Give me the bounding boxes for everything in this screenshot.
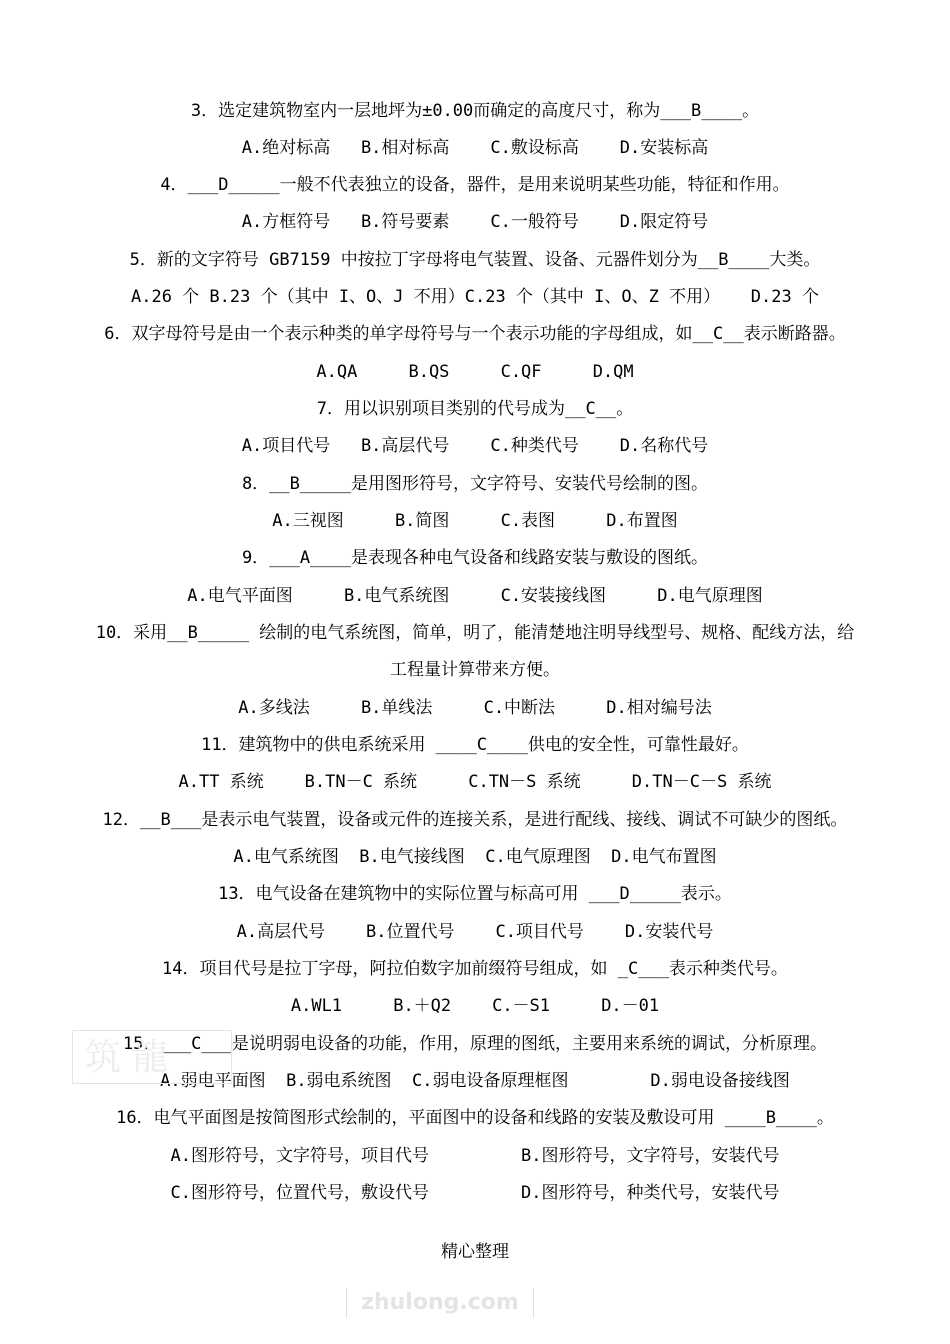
q16-options-ab: A.图形符号，文字符号，项目代号 B.图形符号，文字符号，安装代号 [170,1146,780,1166]
q5-options: A.26 个 B.23 个（其中 I、O、J 不用）C.23 个（其中 I、O、Z 不用） D.23 个 [131,287,819,307]
q5-stem: 5．新的文字符号 GB7159 中按拉丁字母将电气装置、设备、元器件划分为__B____大类。 [129,250,821,270]
q11-options: A.TT 系统 B.TN－C 系统 C.TN－S 系统 D.TN－C－S 系统 [178,772,772,792]
q6-stem: 6．双字母符号是由一个表示种类的单字母符号与一个表示功能的字母组成，如__C__表示断路器。 [104,324,846,344]
q6-options: A.QA B.QS C.QF D.QM [316,362,634,382]
q4-options: A.方框符号 B.符号要素 C.一般符号 D.限定符号 [241,212,709,232]
q11-stem: 11．建筑物中的供电系统采用 ____C____供电的安全性，可靠性最好。 [201,735,749,755]
q9-options: A.电气平面图 B.电气系统图 C.安装接线图 D.电气原理图 [187,586,763,606]
q15-options: A.弱电平面图 B.弱电系统图 C.弱电设备原理框图 D.弱电设备接线图 [160,1071,790,1091]
q13-options: A.高层代号 B.位置代号 C.项目代号 D.安装代号 [236,922,714,942]
watermark-bottom: zhulong.com [346,1288,534,1318]
watermark-left-logo: 筑 龍 [72,1030,232,1084]
q10-options: A.多线法 B.单线法 C.中断法 D.相对编号法 [238,698,712,718]
q8-options: A.三视图 B.简图 C.表图 D.布置图 [272,511,678,531]
q10-stem-cont: 工程量计算带来方便。 [390,660,560,680]
q16-stem: 16．电气平面图是按简图形式绘制的，平面图中的设备和线路的安装及敷设可用 ____B____。 [116,1108,834,1128]
q3-stem: 3．选定建筑物室内一层地坪为±0.00而确定的高度尺寸，称为___B____。 [190,101,760,121]
q10-stem: 10．采用__B_____ 绘制的电气系统图，简单，明了，能清楚地注明导线型号、规格、配线方法，给 [95,623,855,643]
q3-options: A.绝对标高 B.相对标高 C.敷设标高 D.安装标高 [241,138,709,158]
q9-stem: 9．___A____是表现各种电气设备和线路安装与敷设的图纸。 [241,548,709,568]
q12-options: A.电气系统图 B.电气接线图 C.电气原理图 D.电气布置图 [233,847,717,867]
q14-options: A.WL1 B.＋Q2 C.－S1 D.－01 [290,996,660,1016]
q13-stem: 13．电气设备在建筑物中的实际位置与标高可用 ___D_____表示。 [218,884,732,904]
page-footer: 精心整理 [441,1242,509,1262]
q12-stem: 12．__B___是表示电气装置，设备或元件的连接关系，是进行配线、接线、调试不可缺少的图纸。 [102,810,848,830]
q15-stem: 15．___C___是说明弱电设备的功能，作用，原理的图纸，主要用来系统的调试，分析原理。 [122,1034,828,1054]
q4-stem: 4．___D_____一般不代表独立的设备，器件，是用来说明某些功能，特征和作用。 [160,175,790,195]
q16-options-cd: C.图形符号，位置代号，敷设代号 D.图形符号，种类代号，安装代号 [170,1183,780,1203]
q8-stem: 8．__B_____是用图形符号，文字符号、安装代号绘制的图。 [241,474,709,494]
q7-stem: 7．用以识别项目类别的代号成为__C__。 [316,399,634,419]
q14-stem: 14．项目代号是拉丁字母，阿拉伯数字加前缀符号组成，如 _C___表示种类代号。 [162,959,788,979]
q7-options: A.项目代号 B.高层代号 C.种类代号 D.名称代号 [241,436,709,456]
